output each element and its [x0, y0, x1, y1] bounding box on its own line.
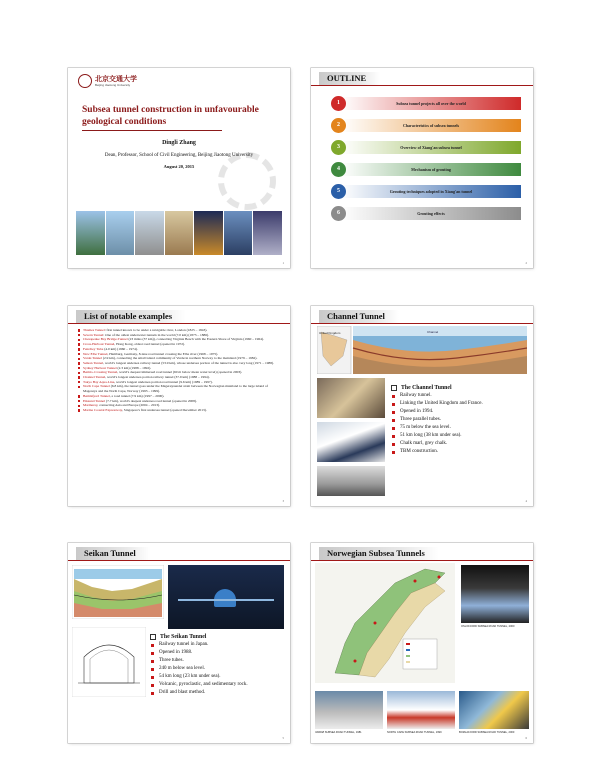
outline-item	[331, 118, 521, 133]
fact-item: Linking the United Kingdom and France.	[391, 400, 529, 408]
outline-item-number: 1	[331, 96, 346, 111]
example-description: , world's longest undersea railway tunnel (53.9 km), whose undersea portion of the tunnel is also very long (1971 – 1988).	[103, 360, 275, 365]
example-name: Tokyo Bay Aqua-Line	[83, 379, 115, 384]
oslofjord-photo	[461, 565, 529, 623]
channel-facts	[391, 384, 529, 456]
caption-vardo: VARDØ SUBSEA ROAD TUNNEL, 1981	[315, 731, 362, 734]
university-logo-icon	[78, 74, 92, 88]
outline-item-label: Grouting effects	[341, 207, 521, 220]
outline-item	[331, 206, 521, 221]
fact-item: Opened in 1994.	[391, 408, 529, 416]
outline-item-number: 2	[331, 118, 346, 133]
slide-title: Seikan Tunnel	[76, 547, 150, 561]
photo-strip	[76, 211, 282, 255]
example-description: (2.3 km) (1988 – 1992).	[116, 365, 152, 370]
presentation-date: August 20, 2015	[163, 164, 195, 169]
photo-4	[165, 211, 194, 255]
page-number: 2	[525, 261, 527, 265]
slide-title: OUTLINE	[319, 72, 380, 86]
example-name: North Cape Tunnel	[83, 384, 110, 389]
train-photo	[317, 422, 385, 462]
example-description: , Singapore's first undersea tunnel (opened December 2013).	[122, 407, 207, 412]
checkbox-icon	[391, 385, 397, 391]
example-name: Channel Tunnel	[83, 375, 106, 380]
example-name: Sydney Harbour Tunnel	[83, 365, 117, 370]
fact-item: 51 km long (38 km under sea).	[391, 432, 529, 440]
example-name: Thames Tunnel	[83, 328, 105, 332]
outline-item-label: Grouting techniques adopted in Xiang'an tunnel	[341, 185, 521, 198]
photo-6	[224, 211, 253, 255]
university-name-cn: 北京交通大学	[95, 75, 137, 83]
photo-3	[135, 211, 164, 255]
fact-item: Opened in 1988.	[150, 649, 286, 657]
example-name: Vardø Tunnel	[83, 356, 102, 361]
caption-oslofjord: OSLOFJORD SUBSEA ROAD TUNNEL, 2000	[461, 625, 515, 628]
tunnel-interior-photo	[317, 466, 385, 496]
fact-item: Railway tunnel.	[391, 392, 529, 400]
example-name: New Elbe Tunnel	[83, 351, 108, 356]
example-description: , connecting Asia and Europe (2004 – 2013).	[97, 403, 161, 408]
page-number: 4	[525, 499, 527, 503]
outline-item-number: 3	[331, 140, 346, 155]
example-description: (23 miles (37 km)), connecting Virginia Beach with the Eastern Shore of Virginia (1960 – 1964).	[127, 337, 264, 342]
facts-heading: The Channel Tunnel	[401, 385, 452, 391]
example-item	[78, 384, 282, 393]
example-name: Seikan Tunnel	[83, 360, 104, 365]
seikan-facts	[150, 633, 286, 697]
fact-item: Three tubes.	[150, 657, 286, 665]
author-affiliation: Dean, Professor, School of Civil Engineering, Beijing Jiaotong University	[104, 153, 254, 158]
outline-item-label: Characteristics of subsea tunnels	[341, 119, 521, 132]
gear-watermark-icon	[218, 152, 276, 210]
fact-item: 54 km long (23 km under sea).	[150, 673, 286, 681]
fact-item: Three parallel tubes.	[391, 416, 529, 424]
outline-item-label: Mechanism of grouting	[341, 163, 521, 176]
example-description: , world's longest undersea portion railway tunnel (37.9 km) (1988 – 1994).	[105, 375, 210, 380]
outline-item-number: 4	[331, 162, 346, 177]
outline-list	[331, 96, 521, 228]
slide-norwegian-tunnels	[311, 543, 533, 743]
tbm-photo	[317, 378, 385, 418]
checkbox-icon	[150, 634, 156, 640]
example-description: , Hamburg, Germany, 8-lane road tunnel crossing the Elbe river (1968 – 1975).	[107, 351, 219, 356]
fact-item: Railway tunnel in Japan.	[150, 641, 286, 649]
fact-item: 75 m below the sea level.	[391, 424, 529, 432]
photo-5	[194, 211, 223, 255]
example-description: , world's longest undersea portion road tunnel (9.6 km) (1989 – 1997).	[114, 379, 213, 384]
example-description: (6.8 km), the tunnel goes under the Magerøysundet strait between the Norwegian mainland to the large island of Magerøya and the North Cape, Norway (1993 – 1999).	[83, 384, 268, 394]
page-number: 6	[525, 736, 527, 740]
outline-item	[331, 184, 521, 199]
example-item	[78, 408, 282, 413]
facts-heading: The Seikan Tunnel	[160, 634, 207, 640]
outline-item-label: Overview of Xiang'an subsea tunnel	[341, 141, 521, 154]
example-name: Bømlafjord Tunnel	[83, 393, 110, 398]
fact-item: TBM construction.	[391, 448, 529, 456]
slide-outline	[311, 68, 533, 268]
outline-item	[331, 140, 521, 155]
fact-item: Volcanic, pyroclastic, and sedimentary rock.	[150, 681, 286, 689]
example-description: : One of the oldest underwater tunnels in the world (7.0 km) (1873 – 1886).	[103, 332, 210, 337]
photo-7	[253, 211, 282, 255]
outline-item-number: 6	[331, 206, 346, 221]
vardo-photo	[315, 691, 383, 729]
author-name: Dingli Zhang	[162, 140, 196, 146]
caption-north-cape: NORTH CAPE SUBSEA ROAD TUNNEL, 1999	[387, 731, 442, 734]
caption-bomlafjord: BOMLAFJORD SUBSEA ROAD TUNNEL, 2000	[459, 731, 515, 734]
example-name: Marmaray	[83, 403, 98, 408]
slide-notable-examples	[68, 306, 290, 506]
example-description: : first tunnel known to be under a navigable river, London (1825 – 1843).	[104, 328, 208, 332]
example-description: (4.0 km) (1960 – 1974).	[103, 346, 138, 351]
slide-title: List of notable examples	[76, 310, 186, 324]
page-number: 3	[282, 499, 284, 503]
slide-title: Norwegian Subsea Tunnels	[319, 547, 439, 561]
fact-item: Chalk marl, grey chalk.	[391, 440, 529, 448]
title-divider	[82, 130, 222, 131]
page-number: 5	[282, 736, 284, 740]
photo-1	[76, 211, 105, 255]
photo-2	[106, 211, 135, 255]
slide-title	[68, 68, 290, 268]
bomlafjord-photo	[459, 691, 529, 729]
example-description: (2.9 km), connecting the small island community of Vardø in northern Norway to the mainland (1979 – 1982).	[101, 356, 258, 361]
university-name-en: Beijing Jiaotong University	[95, 83, 131, 87]
example-name: Marina Coastal Expressway	[83, 407, 123, 412]
presentation-title: Subsea tunnel construction in unfavourable geological conditions	[82, 105, 259, 127]
outline-item	[331, 96, 521, 111]
outline-item	[331, 162, 521, 177]
examples-list	[78, 328, 282, 413]
example-description: , Hong Kong, oldest road tunnel (opened in 1972).	[114, 342, 186, 347]
example-name: Chesapeake Bay Bridge-Tunnel	[83, 337, 128, 342]
fact-item: Drill and blast method.	[150, 689, 286, 697]
example-description: , world's deepest immersed road tunnel (60 m below mean water level) (opened in 2003).	[117, 370, 243, 375]
slide-seikan-tunnel	[68, 543, 290, 743]
geological-profile	[72, 565, 164, 619]
channel-tunnel-map	[317, 326, 527, 374]
map-label-sea: Channel	[427, 330, 439, 334]
tunnel-diagram	[168, 565, 284, 629]
tunnel-cross-section	[72, 627, 146, 697]
outline-item-label: Subsea tunnel projects all over the world	[341, 97, 521, 110]
outline-item-number: 5	[331, 184, 346, 199]
map-label-uk: United Kingdom	[319, 331, 341, 335]
example-description: (7.7 km), world's deepest undersea road tunnel (opened in 2008).	[105, 398, 197, 403]
example-description: , a road tunnel (7.9 km) (1997 – 2000).	[109, 393, 165, 398]
slide-title: Channel Tunnel	[319, 310, 399, 324]
example-name: Cross-Harbour Tunnel	[83, 342, 115, 347]
slide-channel-tunnel	[311, 306, 533, 506]
example-name: Eiksund Tunnel	[83, 398, 106, 403]
example-name: Fenrdtey Tube	[83, 346, 104, 351]
example-name: Severn Tunnel	[83, 332, 104, 337]
fact-item: 240 m below sea level.	[150, 665, 286, 673]
page-number: 1	[282, 261, 284, 265]
example-name: Bømlo–Crossing Tunnel	[83, 370, 118, 375]
norway-map	[315, 563, 455, 683]
north-cape-photo	[387, 691, 455, 729]
